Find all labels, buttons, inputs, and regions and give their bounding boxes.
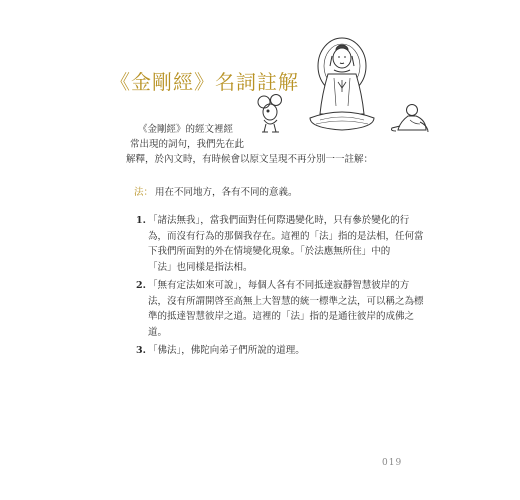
item-number: 2. [136, 280, 146, 291]
item-line: 為，而沒有行為的那個我存在。這裡的「法」指的是法相，任何當 [148, 230, 424, 242]
term-label: 法： [134, 187, 154, 198]
intro-line: 解釋，於內文時，有時候會以原文呈現不再分別一一註解： [126, 154, 374, 165]
item-line: 「法」也同樣是指法相。 [148, 261, 253, 273]
item-line: 「無有定法如來可說」，每個人各有不同抵達寂靜智慧彼岸的方 [148, 280, 410, 291]
item-line: 下我們所面對的外在情境變化現象。「於法應無所住」中的 [148, 246, 391, 257]
item-line: 「佛法」，佛陀向弟子們所說的道理。 [148, 345, 305, 356]
intro-paragraph [126, 122, 400, 167]
term-definition [134, 184, 298, 198]
item-number: 3. [136, 345, 146, 356]
buddha-figure-icon [310, 38, 374, 130]
list-item [136, 278, 426, 340]
item-line: 法，沒有所謂開啓至高無上大智慧的統一標準之法，可以稱之為標 [148, 295, 424, 307]
intro-line: 《金剛經》的經文裡經 [138, 124, 234, 135]
intro-line: 常出現的詞句，我們先在此 [130, 139, 245, 150]
page-title: 《金剛經》名詞註解 [110, 70, 299, 94]
item-line: 準的抵達智慧彼岸之道。這裡的「法」指的是通往彼岸的成佛之 [148, 311, 415, 322]
item-line: 「諸法無我」，當我們面對任何際遇變化時，只有參於變化的行 [148, 215, 410, 226]
term-text: 用在不同地方，各有不同的意義。 [155, 187, 298, 198]
definition-list [136, 213, 426, 362]
item-number: 1. [136, 215, 146, 226]
item-line: 道。 [148, 326, 168, 338]
list-item [136, 213, 426, 275]
list-item [136, 343, 426, 359]
page-number: 019 [382, 458, 403, 468]
